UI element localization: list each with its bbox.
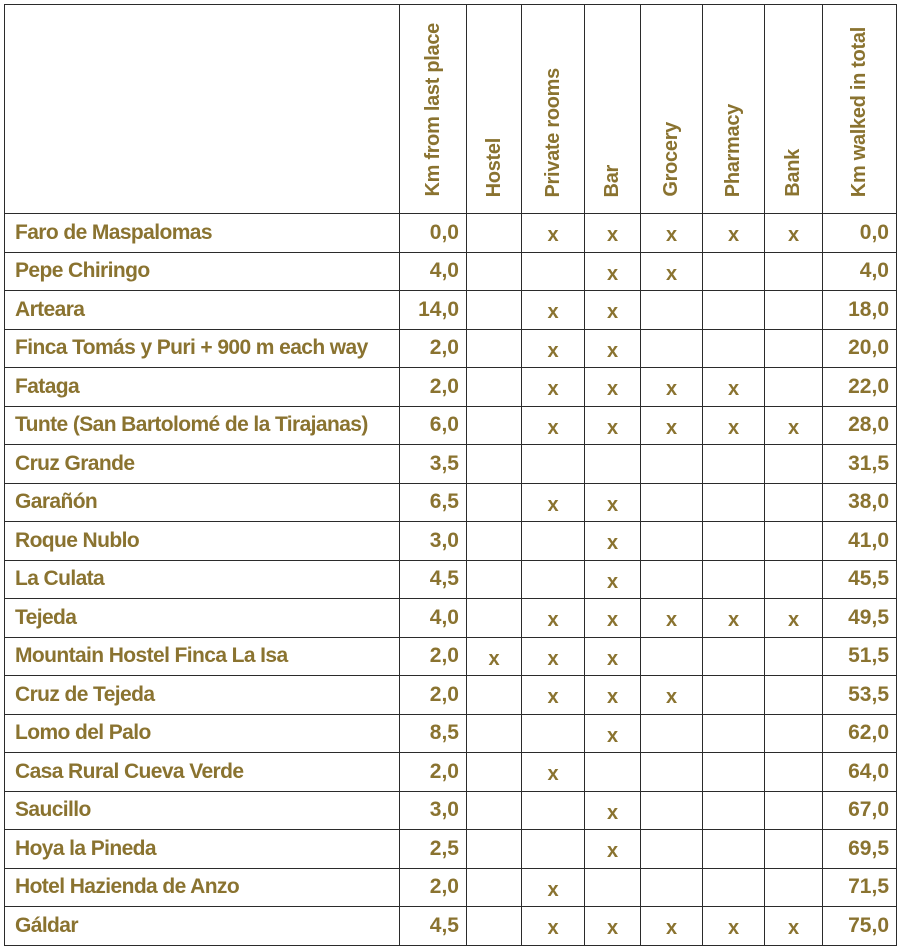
bank-cell bbox=[765, 560, 823, 599]
pharmacy-cell bbox=[703, 291, 765, 330]
km-cell: 2,0 bbox=[400, 676, 467, 715]
private-rooms-cell: x bbox=[522, 907, 585, 946]
grocery-cell: x bbox=[641, 368, 703, 407]
private-rooms-cell: x bbox=[522, 483, 585, 522]
grocery-cell: x bbox=[641, 252, 703, 291]
km-total-cell: 45,5 bbox=[823, 560, 897, 599]
pharmacy-cell bbox=[703, 252, 765, 291]
hostel-cell bbox=[467, 753, 522, 792]
place-cell: Tejeda bbox=[5, 599, 400, 638]
bar-cell: x bbox=[585, 291, 641, 330]
bar-cell bbox=[585, 868, 641, 907]
km-cell: 3,0 bbox=[400, 791, 467, 830]
pharmacy-cell bbox=[703, 329, 765, 368]
private-rooms-cell bbox=[522, 445, 585, 484]
pharmacy-cell bbox=[703, 830, 765, 869]
km-total-cell: 49,5 bbox=[823, 599, 897, 638]
hostel-cell bbox=[467, 791, 522, 830]
km-cell: 6,0 bbox=[400, 406, 467, 445]
bar-cell bbox=[585, 753, 641, 792]
km-cell: 3,5 bbox=[400, 445, 467, 484]
place-cell: Arteara bbox=[5, 291, 400, 330]
table-row bbox=[5, 329, 897, 368]
hostel-cell: x bbox=[467, 637, 522, 676]
grocery-cell bbox=[641, 868, 703, 907]
grocery-cell bbox=[641, 637, 703, 676]
grocery-cell bbox=[641, 522, 703, 561]
bar-cell: x bbox=[585, 599, 641, 638]
bar-cell: x bbox=[585, 830, 641, 869]
table-row bbox=[5, 676, 897, 715]
place-cell: La Culata bbox=[5, 560, 400, 599]
bar-cell: x bbox=[585, 368, 641, 407]
km-cell: 6,5 bbox=[400, 483, 467, 522]
km-cell: 4,0 bbox=[400, 599, 467, 638]
private-rooms-cell: x bbox=[522, 676, 585, 715]
bar-cell: x bbox=[585, 791, 641, 830]
km-cell: 2,0 bbox=[400, 868, 467, 907]
pharmacy-cell bbox=[703, 483, 765, 522]
private-rooms-cell: x bbox=[522, 329, 585, 368]
km-cell: 14,0 bbox=[400, 291, 467, 330]
pharmacy-cell: x bbox=[703, 368, 765, 407]
header-row bbox=[5, 5, 897, 214]
km-cell: 4,5 bbox=[400, 907, 467, 946]
bar-cell bbox=[585, 445, 641, 484]
bank-cell bbox=[765, 329, 823, 368]
km-total-cell: 41,0 bbox=[823, 522, 897, 561]
km-total-cell: 51,5 bbox=[823, 637, 897, 676]
bar-cell: x bbox=[585, 676, 641, 715]
bank-cell bbox=[765, 753, 823, 792]
bar-cell: x bbox=[585, 714, 641, 753]
grocery-cell: x bbox=[641, 214, 703, 253]
hostel-cell bbox=[467, 560, 522, 599]
header-private-rooms-label: Private rooms bbox=[541, 67, 564, 197]
private-rooms-cell bbox=[522, 791, 585, 830]
header-grocery-label: Grocery bbox=[660, 122, 682, 197]
table-row bbox=[5, 445, 897, 484]
km-cell: 3,0 bbox=[400, 522, 467, 561]
private-rooms-cell bbox=[522, 714, 585, 753]
bar-cell: x bbox=[585, 214, 641, 253]
pharmacy-cell bbox=[703, 637, 765, 676]
bank-cell bbox=[765, 714, 823, 753]
pharmacy-cell bbox=[703, 560, 765, 599]
table-row bbox=[5, 368, 897, 407]
grocery-cell: x bbox=[641, 599, 703, 638]
private-rooms-cell bbox=[522, 522, 585, 561]
place-cell: Pepe Chiringo bbox=[5, 252, 400, 291]
km-total-cell: 62,0 bbox=[823, 714, 897, 753]
grocery-cell: x bbox=[641, 406, 703, 445]
table-row bbox=[5, 214, 897, 253]
pharmacy-cell bbox=[703, 791, 765, 830]
km-total-cell: 53,5 bbox=[823, 676, 897, 715]
pharmacy-cell bbox=[703, 522, 765, 561]
pharmacy-cell bbox=[703, 676, 765, 715]
hostel-cell bbox=[467, 599, 522, 638]
grocery-cell: x bbox=[641, 907, 703, 946]
header-hostel bbox=[467, 5, 522, 214]
bank-cell bbox=[765, 483, 823, 522]
table-row bbox=[5, 868, 897, 907]
hostel-cell bbox=[467, 676, 522, 715]
header-private-rooms bbox=[522, 5, 585, 214]
bank-cell bbox=[765, 791, 823, 830]
header-bar bbox=[585, 5, 641, 214]
grocery-cell bbox=[641, 753, 703, 792]
km-total-cell: 69,5 bbox=[823, 830, 897, 869]
table-row bbox=[5, 830, 897, 869]
km-total-cell: 75,0 bbox=[823, 907, 897, 946]
km-total-cell: 38,0 bbox=[823, 483, 897, 522]
pharmacy-cell bbox=[703, 753, 765, 792]
private-rooms-cell: x bbox=[522, 406, 585, 445]
km-total-cell: 31,5 bbox=[823, 445, 897, 484]
pharmacy-cell: x bbox=[703, 214, 765, 253]
table-row bbox=[5, 291, 897, 330]
place-cell: Fataga bbox=[5, 368, 400, 407]
route-table bbox=[4, 4, 897, 946]
place-cell: Lomo del Palo bbox=[5, 714, 400, 753]
private-rooms-cell: x bbox=[522, 637, 585, 676]
private-rooms-cell: x bbox=[522, 214, 585, 253]
table-row bbox=[5, 637, 897, 676]
km-total-cell: 64,0 bbox=[823, 753, 897, 792]
grocery-cell bbox=[641, 560, 703, 599]
hostel-cell bbox=[467, 907, 522, 946]
table-row bbox=[5, 560, 897, 599]
grocery-cell bbox=[641, 714, 703, 753]
hostel-cell bbox=[467, 406, 522, 445]
bank-cell: x bbox=[765, 599, 823, 638]
grocery-cell bbox=[641, 830, 703, 869]
bank-cell bbox=[765, 868, 823, 907]
km-total-cell: 0,0 bbox=[823, 214, 897, 253]
bank-cell: x bbox=[765, 406, 823, 445]
hostel-cell bbox=[467, 483, 522, 522]
place-cell: Faro de Maspalomas bbox=[5, 214, 400, 253]
place-cell: Saucillo bbox=[5, 791, 400, 830]
hostel-cell bbox=[467, 522, 522, 561]
header-bank-label: Bank bbox=[782, 149, 804, 197]
km-cell: 4,5 bbox=[400, 560, 467, 599]
private-rooms-cell: x bbox=[522, 368, 585, 407]
km-cell: 2,0 bbox=[400, 637, 467, 676]
hostel-cell bbox=[467, 445, 522, 484]
place-cell: Gáldar bbox=[5, 907, 400, 946]
table-row bbox=[5, 599, 897, 638]
hostel-cell bbox=[467, 368, 522, 407]
private-rooms-cell bbox=[522, 830, 585, 869]
km-total-cell: 18,0 bbox=[823, 291, 897, 330]
km-total-cell: 22,0 bbox=[823, 368, 897, 407]
km-cell: 2,0 bbox=[400, 368, 467, 407]
pharmacy-cell: x bbox=[703, 406, 765, 445]
header-bar-label: Bar bbox=[601, 164, 623, 197]
grocery-cell bbox=[641, 483, 703, 522]
header-km-total bbox=[823, 5, 897, 214]
hostel-cell bbox=[467, 252, 522, 291]
km-cell: 2,0 bbox=[400, 329, 467, 368]
pharmacy-cell: x bbox=[703, 907, 765, 946]
place-cell: Hoya la Pineda bbox=[5, 830, 400, 869]
bar-cell: x bbox=[585, 329, 641, 368]
bank-cell bbox=[765, 830, 823, 869]
km-cell: 8,5 bbox=[400, 714, 467, 753]
hostel-cell bbox=[467, 714, 522, 753]
bank-cell bbox=[765, 637, 823, 676]
km-total-cell: 20,0 bbox=[823, 329, 897, 368]
grocery-cell bbox=[641, 445, 703, 484]
bar-cell: x bbox=[585, 560, 641, 599]
km-total-cell: 4,0 bbox=[823, 252, 897, 291]
km-cell: 2,0 bbox=[400, 753, 467, 792]
pharmacy-cell bbox=[703, 445, 765, 484]
header-place bbox=[5, 5, 400, 214]
table-row bbox=[5, 406, 897, 445]
km-total-cell: 67,0 bbox=[823, 791, 897, 830]
header-pharmacy-label: Pharmacy bbox=[722, 103, 744, 197]
bank-cell bbox=[765, 522, 823, 561]
header-km-from-last-label: Km from last place bbox=[421, 23, 444, 197]
header-km-total-label: Km walked in total bbox=[848, 26, 870, 197]
table-row bbox=[5, 753, 897, 792]
hostel-cell bbox=[467, 214, 522, 253]
pharmacy-cell bbox=[703, 714, 765, 753]
table-row bbox=[5, 907, 897, 946]
bar-cell: x bbox=[585, 522, 641, 561]
private-rooms-cell: x bbox=[522, 599, 585, 638]
km-total-cell: 71,5 bbox=[823, 868, 897, 907]
hostel-cell bbox=[467, 868, 522, 907]
private-rooms-cell: x bbox=[522, 868, 585, 907]
place-cell: Casa Rural Cueva Verde bbox=[5, 753, 400, 792]
grocery-cell bbox=[641, 329, 703, 368]
place-cell: Finca Tomás y Puri + 900 m each way bbox=[5, 329, 400, 368]
grocery-cell bbox=[641, 291, 703, 330]
table-row bbox=[5, 791, 897, 830]
table-row bbox=[5, 522, 897, 561]
table-row bbox=[5, 252, 897, 291]
header-hostel-label: Hostel bbox=[482, 137, 505, 197]
bank-cell bbox=[765, 676, 823, 715]
bank-cell: x bbox=[765, 907, 823, 946]
place-cell: Roque Nublo bbox=[5, 522, 400, 561]
hostel-cell bbox=[467, 329, 522, 368]
km-total-cell: 28,0 bbox=[823, 406, 897, 445]
private-rooms-cell: x bbox=[522, 753, 585, 792]
place-cell: Hotel Hazienda de Anzo bbox=[5, 868, 400, 907]
header-bank bbox=[765, 5, 823, 214]
place-cell: Mountain Hostel Finca La Isa bbox=[5, 637, 400, 676]
bar-cell: x bbox=[585, 637, 641, 676]
bar-cell: x bbox=[585, 252, 641, 291]
bank-cell: x bbox=[765, 214, 823, 253]
private-rooms-cell bbox=[522, 252, 585, 291]
bar-cell: x bbox=[585, 406, 641, 445]
header-grocery bbox=[641, 5, 703, 214]
bank-cell bbox=[765, 252, 823, 291]
place-cell: Cruz Grande bbox=[5, 445, 400, 484]
pharmacy-cell: x bbox=[703, 599, 765, 638]
hostel-cell bbox=[467, 291, 522, 330]
bank-cell bbox=[765, 291, 823, 330]
bar-cell: x bbox=[585, 907, 641, 946]
place-cell: Tunte (San Bartolomé de la Tirajanas) bbox=[5, 406, 400, 445]
private-rooms-cell: x bbox=[522, 291, 585, 330]
place-cell: Garañón bbox=[5, 483, 400, 522]
bank-cell bbox=[765, 368, 823, 407]
grocery-cell: x bbox=[641, 676, 703, 715]
table-row bbox=[5, 483, 897, 522]
header-km-from-last bbox=[400, 5, 467, 214]
km-cell: 4,0 bbox=[400, 252, 467, 291]
table-row bbox=[5, 714, 897, 753]
private-rooms-cell bbox=[522, 560, 585, 599]
place-cell: Cruz de Tejeda bbox=[5, 676, 400, 715]
grocery-cell bbox=[641, 791, 703, 830]
bar-cell: x bbox=[585, 483, 641, 522]
km-cell: 0,0 bbox=[400, 214, 467, 253]
hostel-cell bbox=[467, 830, 522, 869]
header-pharmacy bbox=[703, 5, 765, 214]
bank-cell bbox=[765, 445, 823, 484]
km-cell: 2,5 bbox=[400, 830, 467, 869]
pharmacy-cell bbox=[703, 868, 765, 907]
